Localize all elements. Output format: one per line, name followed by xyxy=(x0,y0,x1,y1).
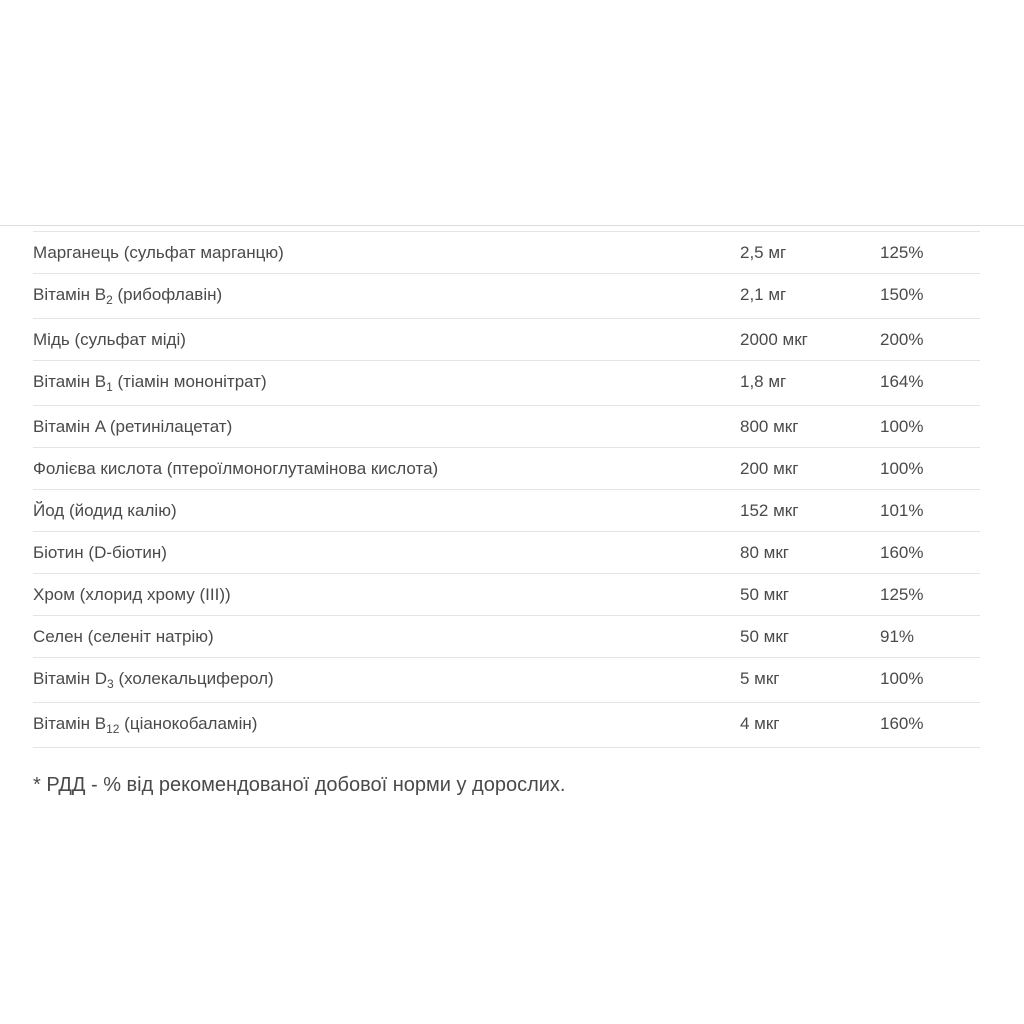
table-row xyxy=(33,574,980,616)
table-row xyxy=(33,532,980,574)
nutrient-amount: 2000 мкг xyxy=(740,330,808,349)
nutrient-name: Марганець (сульфат марганцю) xyxy=(33,243,284,262)
nutrient-rdd-percent: 125% xyxy=(880,243,924,262)
nutrient-rdd-percent: 160% xyxy=(880,543,924,562)
nutrient-rdd-percent: 150% xyxy=(880,285,924,304)
nutrient-name: Хром (хлорид хрому (III)) xyxy=(33,585,231,604)
nutrient-rdd-percent: 100% xyxy=(880,417,924,436)
nutrient-rdd-percent: 101% xyxy=(880,501,924,520)
table-row xyxy=(33,658,980,703)
nutrient-amount: 80 мкг xyxy=(740,543,789,562)
nutrient-name: Вітамін A (ретинілацетат) xyxy=(33,417,233,436)
nutrient-rdd-percent: 125% xyxy=(880,585,924,604)
nutrient-name: Вітамін $B_{12}$ (ціанокобаламін) xyxy=(33,714,258,736)
table-row xyxy=(33,319,980,361)
table-row xyxy=(33,406,980,448)
nutrient-amount: 1,8 мг xyxy=(740,372,787,391)
table-row xyxy=(33,232,980,274)
nutrient-amount: 2,5 мг xyxy=(740,243,787,262)
rdd-footnote: * РДД - % від рекомендованої добової норми у дорослих. xyxy=(33,774,566,796)
nutrient-amount: 152 мкг xyxy=(740,501,799,520)
nutrient-amount: 50 мкг xyxy=(740,585,789,604)
nutrient-amount: 200 мкг xyxy=(740,459,799,478)
table-row xyxy=(33,274,980,319)
nutrient-rdd-percent: 200% xyxy=(880,330,924,349)
nutrient-name: Фолієва кислота (птероїлмоноглутамінова кислота) xyxy=(33,459,439,478)
nutrient-rdd-percent: 100% xyxy=(880,459,924,478)
nutrient-rdd-percent: 91% xyxy=(880,627,915,646)
nutrient-rdd-percent: 164% xyxy=(880,372,924,391)
nutrient-rdd-percent: 100% xyxy=(880,669,924,688)
table-row xyxy=(33,490,980,532)
nutrient-table xyxy=(33,231,980,748)
nutrient-name: Вітамін $B_1$ (тіамін мононітрат) xyxy=(33,372,267,394)
nutrient-amount: 4 мкг xyxy=(740,714,780,733)
nutrient-name: Вітамін $D_3$ (холекальциферол) xyxy=(33,669,274,691)
table-row xyxy=(33,361,980,406)
nutrient-name: Йод (йодид калію) xyxy=(33,501,177,520)
nutrient-amount: 2,1 мг xyxy=(740,285,787,304)
nutrient-amount: 50 мкг xyxy=(740,627,789,646)
table-row xyxy=(33,448,980,490)
nutrient-name: Мідь (сульфат міді) xyxy=(33,330,186,349)
nutrient-name: Селен (селеніт натрію) xyxy=(33,627,214,646)
nutrient-amount: 5 мкг xyxy=(740,669,780,688)
nutrient-amount: 800 мкг xyxy=(740,417,799,436)
nutrient-name: Біотин (D-біотин) xyxy=(33,543,167,562)
nutrient-rdd-percent: 160% xyxy=(880,714,924,733)
table-row xyxy=(33,616,980,658)
top-divider xyxy=(0,225,1024,226)
nutrient-name: Вітамін $B_2$ (рибофлавін) xyxy=(33,285,223,307)
table-row xyxy=(33,703,980,748)
